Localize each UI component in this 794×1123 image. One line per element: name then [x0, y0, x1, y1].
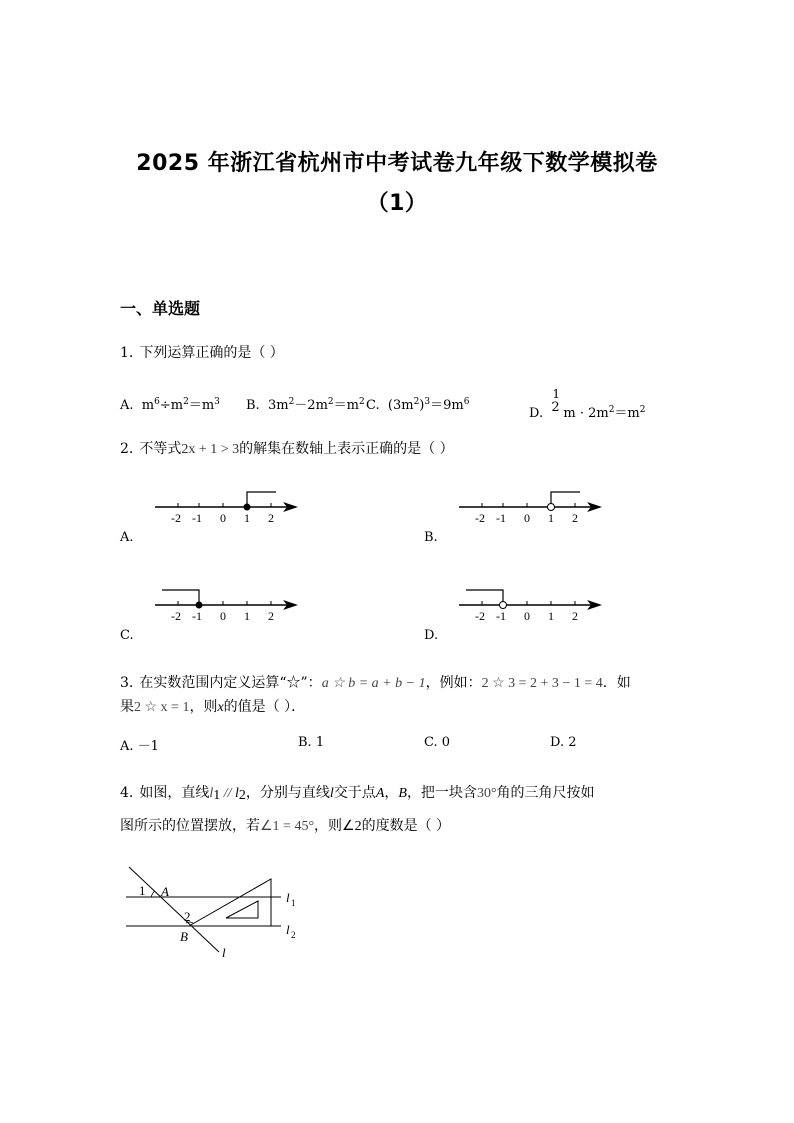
question-2-stem: 2. 不等式2x + 1 > 3的解集在数轴上表示正确的是（ ） — [120, 441, 454, 457]
filled-point — [244, 504, 251, 511]
question-2-option-c-label[interactable]: C. — [120, 628, 134, 643]
open-point — [500, 602, 507, 609]
svg-text:-2: -2 — [475, 511, 485, 525]
question-3-option-a[interactable]: A. －1 — [120, 739, 159, 754]
question-4-stem-line2: 图所示的位置摆放，若∠1 = 45°，则∠2的度数是（ ） — [120, 818, 451, 834]
question-1-stem — [120, 342, 284, 362]
question-4-figure — [115, 855, 315, 965]
svg-text:-2: -2 — [171, 511, 181, 525]
question-1-option-c[interactable]: C. $(3m^2)^3=9m^6$ — [366, 397, 470, 413]
svg-text:1: 1 — [244, 511, 250, 525]
filled-point — [196, 602, 203, 609]
svg-text:1: 1 — [139, 883, 146, 898]
equation: 2 ☆ x = 1 — [134, 700, 190, 715]
svg-text:-1: -1 — [192, 609, 202, 623]
svg-text:2: 2 — [291, 930, 296, 940]
svg-text:0: 0 — [524, 609, 530, 623]
svg-text:2: 2 — [572, 511, 578, 525]
question-1-option-a[interactable]: A. $m^6\div m^2=m^3$ — [120, 397, 220, 413]
question-2-option-a-label[interactable]: A. — [120, 530, 134, 545]
svg-text:-2: -2 — [475, 609, 485, 623]
svg-text:B: B — [180, 929, 188, 944]
number-line-a[interactable] — [150, 486, 310, 528]
svg-text:-1: -1 — [192, 511, 202, 525]
inequality-expression: 2x + 1 > 3 — [181, 442, 240, 457]
fraction-one-half: 1 2 — [551, 387, 560, 415]
number-line-b[interactable] — [454, 486, 614, 528]
question-3-stem-line1: 3. 在实数范围内定义运算“☆”：a ☆ b = a + b − 1，例如：2 ☆ 3 = 2 + 3 − 1 = 4．如 — [120, 675, 631, 691]
question-text: 下列运算正确的是（ ） — [139, 345, 284, 361]
svg-text:-2: -2 — [171, 609, 181, 623]
svg-text:-1: -1 — [496, 609, 506, 623]
svg-text:l: l — [222, 945, 226, 960]
svg-text:A: A — [161, 884, 169, 899]
document-title-line1: 2025 年浙江省杭州市中考试卷九年级下数学模拟卷 — [136, 151, 658, 176]
svg-text:l: l — [286, 890, 290, 905]
angle-1-value: ∠1 = 45° — [260, 819, 315, 834]
operation-example: 2 ☆ 3 = 2 + 3 − 1 = 4 — [481, 676, 603, 691]
question-3-option-d[interactable]: D. 2 — [550, 735, 577, 750]
svg-text:-1: -1 — [496, 511, 506, 525]
question-3-option-b[interactable]: B. 1 — [298, 735, 325, 750]
svg-text:2: 2 — [572, 609, 578, 623]
svg-text:1: 1 — [291, 898, 296, 908]
svg-text:1: 1 — [548, 609, 554, 623]
svg-text:l: l — [286, 922, 290, 937]
svg-text:2: 2 — [268, 609, 274, 623]
svg-text:1: 1 — [548, 511, 554, 525]
svg-text:1: 1 — [244, 609, 250, 623]
number-line-d[interactable] — [454, 584, 614, 626]
svg-text:2: 2 — [268, 511, 274, 525]
svg-text:0: 0 — [524, 511, 530, 525]
question-2-option-d-label[interactable]: D. — [424, 628, 439, 643]
question-2-option-b-label[interactable]: B. — [424, 530, 438, 545]
question-number: 1. — [120, 345, 134, 361]
svg-text:2: 2 — [184, 909, 191, 924]
svg-text:0: 0 — [220, 609, 226, 623]
question-1-option-d[interactable]: D. 1 2 $m \cdot 2m^2=m^2$ — [529, 387, 646, 421]
question-4-stem-line1: 4. 如图，直线$l_1 // l_2$，分别与直线l交于点A，B，把一块含30°角的三角尺按如 — [120, 785, 595, 803]
question-1-option-b[interactable]: B. $3m^2-2m^2=m^2$ — [246, 397, 365, 413]
question-3-option-c[interactable]: C. 0 — [424, 735, 451, 750]
number-line-c[interactable] — [150, 584, 310, 626]
section-heading: 一、单选题 — [120, 299, 201, 318]
open-point — [548, 504, 555, 511]
operation-definition: a ☆ b = a + b − 1 — [321, 676, 426, 691]
document-title-line2: （1） — [366, 191, 428, 216]
question-3-stem-line2: 果2 ☆ x = 1，则x的值是（ ）． — [120, 699, 306, 715]
svg-text:0: 0 — [220, 511, 226, 525]
